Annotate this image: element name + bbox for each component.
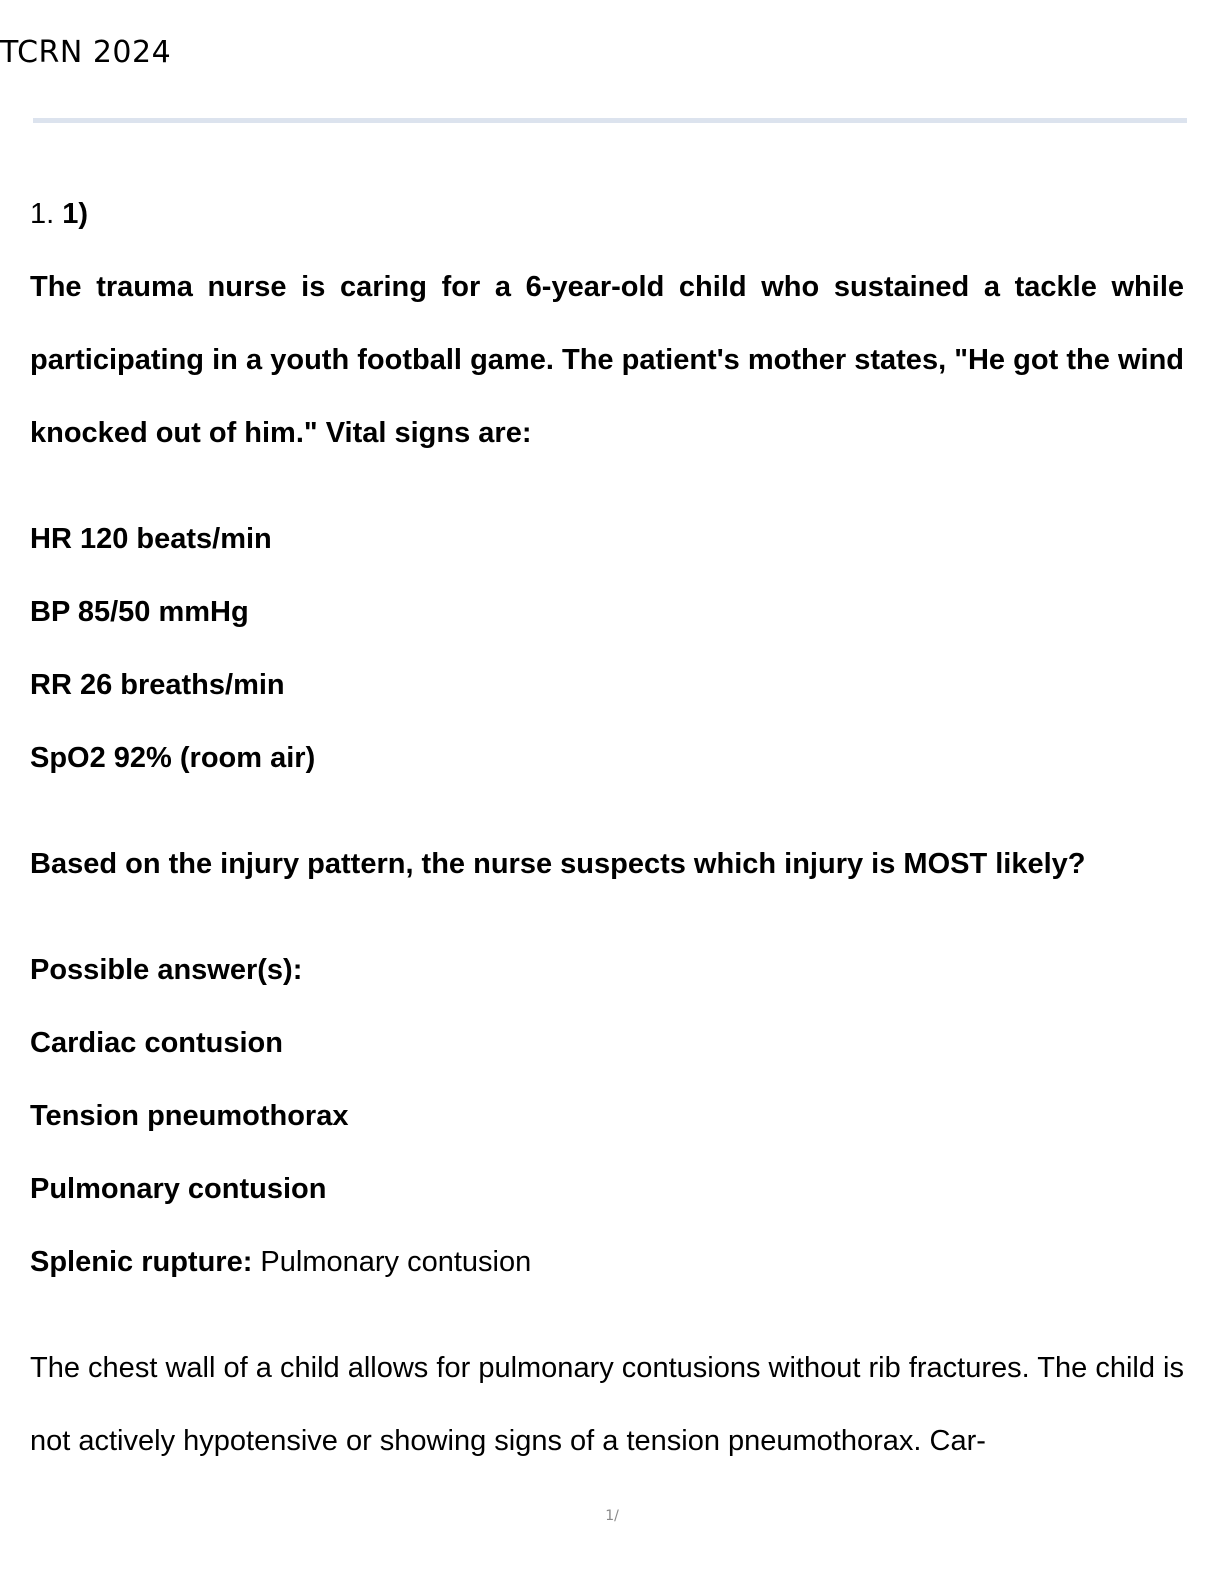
- page-number: 1/: [605, 1508, 619, 1524]
- vital-sign-spo2: SpO2 92% (room air): [30, 742, 316, 774]
- answer-options: [30, 934, 1184, 1299]
- vital-sign-hr: HR 120 beats/min: [30, 523, 272, 555]
- answer-option: Pulmonary contusion: [30, 1173, 327, 1205]
- list-marker: 1.: [30, 198, 55, 230]
- answer-option: Cardiac contusion: [30, 1027, 283, 1059]
- header-divider: [33, 118, 1187, 123]
- question-prompt: Based on the injury pattern, the nurse suspects which injury is MOST likely?: [30, 848, 1086, 880]
- question-stem: The trauma nurse is caring for a 6-year-old child who sustained a tackle while participating in a youth football game. The patient's mother states, "He got the wind knocked out of him." Vital signs are:: [30, 271, 1184, 449]
- answers-heading: Possible answer(s):: [30, 954, 303, 986]
- document-title: TCRN 2024: [0, 35, 172, 70]
- question-label: 1): [62, 198, 89, 230]
- question-block: [30, 178, 1184, 1478]
- answer-option-with-key: [30, 1226, 1184, 1299]
- vital-sign-bp: BP 85/50 mmHg: [30, 596, 249, 628]
- correct-answer: Pulmonary contusion: [260, 1246, 532, 1278]
- vital-signs-list: [30, 503, 1184, 795]
- question-number: [30, 178, 1184, 251]
- answer-option: Tension pneumothorax: [30, 1100, 349, 1132]
- answer-option: Splenic rupture:: [30, 1246, 253, 1278]
- answer-rationale: The chest wall of a child allows for pulmonary contusions without rib fractures. The child is not actively hypotensive or showing signs of a tension pneumothorax. Car-: [30, 1352, 1184, 1457]
- vital-sign-rr: RR 26 breaths/min: [30, 669, 285, 701]
